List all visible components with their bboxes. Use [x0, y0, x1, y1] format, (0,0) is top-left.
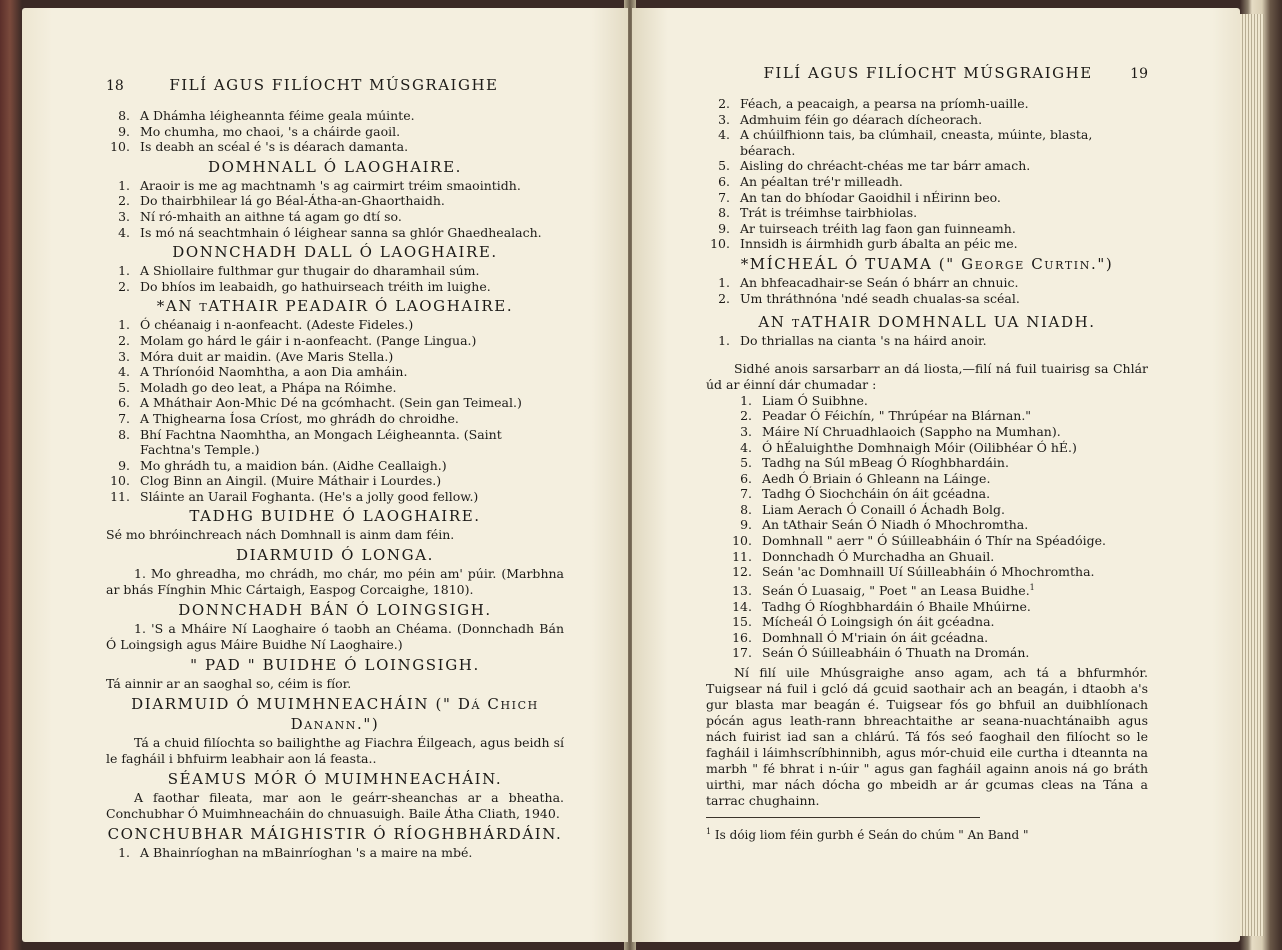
left-section: [106, 694, 564, 767]
verse-line: 6. An péaltan tré'r milleadh.: [718, 173, 903, 189]
list-item: 10. Domhnall " aerr " Ó Súilleabháin ó Thír na Spéadóige.: [732, 533, 1106, 549]
left-section: [106, 655, 564, 692]
list-item: 3. Máire Ní Chruadhlaoich (Sappho na Mumhan).: [740, 423, 1061, 439]
verse-line: 8. Trát is tréimhse tairbhiolas.: [718, 205, 918, 221]
left-section: [106, 769, 564, 822]
left-section: [106, 108, 564, 155]
verse-line: 9. Mo ghrádh tu, a maidion bán. (Aidhe Ceallaigh.): [118, 457, 447, 473]
poet-heading: *AN tATHAIR PEADAIR Ó LAOGHAIRE.: [156, 297, 514, 316]
verse-line: 6. A Mháthair Aon-Mhic Dé na gcómhacht. (Sein gan Teimeal.): [118, 395, 522, 411]
poem-first-line: Sé mo bhróinchreach nách Domhnall is ainm dam féin.: [106, 527, 455, 543]
verse-line: 4. Is mó ná seachtmhain ó léighear sanna sa ghlór Ghaedhealach.: [118, 224, 542, 240]
footnote-ref: 1: [1029, 582, 1035, 592]
verse-line: 1. Araoir is me ag machtnamh 's ag cairmirt tréim smaointidh.: [118, 177, 521, 193]
list-item: 15. Mícheál Ó Loingsigh ón áit gcéadna.: [732, 614, 995, 630]
left-section: [106, 157, 564, 240]
footnote-marker: 1: [706, 826, 712, 836]
right-page-number: 19: [1130, 66, 1148, 82]
closing-paragraph: Ní filí uile Mhúsgraighe anso agam, ach tá a bhfurmhór. Tuigsear ná fuil i gcló dá gcuid saothair ach an beagán, i dtaobh a's gur blasta mar beagán é. Tuigsear fós go bhfuil an duibhlíonach pócán agus leath-rann bhreachtaithe ar seana-nuachtánaibh agus nách fuirist iad san a chlárú. Tá fós seó faoghail den filíocht so le fagháil i láimhscríbhinnibh, agus mór-chuid eile curtha i dteannta na marbh " fé bhrat i n-úir " agus gan fagháil againn anois ná go bráth uirthi, mar nách dócha go mbeidh ar ár gcumas cleas na Tána a tarrac chughainn.: [706, 664, 1148, 808]
verse-line: 7. An tan do bhíodar Gaoidhil i nÉirinn beo.: [718, 189, 1001, 205]
verse-line: 11. Sláinte an Uarail Foghanta. (He's a jolly good fellow.): [110, 488, 479, 504]
verse-line: 3. Ní ró-mhaith an aithne tá agam go dtí so.: [118, 208, 402, 224]
poets-list: [706, 393, 1148, 661]
list-item: 4. Ó hÉaluighthe Domhnaigh Móir (Oilibhéar Ó hÉ.): [740, 439, 1077, 455]
left-section: [106, 545, 564, 598]
note-paragraph: Tá a chuid filíochta so bailighthe ag Fiachra Éilgeach, agus beidh sí le fagháil i bhfuirm leabhair aon lá feasta..: [106, 735, 564, 767]
poet-heading: DIARMUID Ó MUIMHNEACHÁIN (" Dá Chich Danann."): [131, 695, 539, 734]
poet-heading: DONNCHADH BÁN Ó LOINGSIGH.: [178, 601, 492, 620]
verse-line: 4. A Thríonóid Naomhtha, a aon Dia amháin.: [118, 364, 408, 380]
verse-line: 10. Is deabh an scéal é 's is déarach damanta.: [110, 139, 409, 155]
right-page: [632, 8, 1240, 942]
poet-heading: " PAD " BUIDHE Ó LOINGSIGH.: [190, 656, 480, 675]
intro-paragraph: Sidhé anois sarsarbarr an dá liosta,—filí ná fuil tuairisg sa Chlár úd ar éinní dár chumadar :: [706, 360, 1148, 392]
verse-line: 1. Ó chéanaig i n-aonfeacht. (Adeste Fideles.): [118, 317, 414, 333]
verse-line: 4. A chúilfhionn tais, ba clúmhail, cneasta, múinte, blasta, béarach.: [718, 127, 1093, 158]
list-item: 11. Donnchadh Ó Murchadha an Ghuail.: [732, 548, 995, 564]
left-section: [106, 296, 564, 504]
list-item: 14. Tadhg Ó Ríoghbhardáin ó Bhaile Mhúirne.: [732, 598, 1031, 614]
list-item: 13. Seán Ó Luasaig, " Poet " an Leasa Buidhe.$^1$: [732, 582, 1035, 598]
verse-line: 3. Admhuim féin go déarach dícheorach.: [718, 111, 983, 127]
left-section: [106, 242, 564, 294]
right-running-title: FILÍ AGUS FILÍOCHT MÚSGRAIGHE: [763, 64, 1093, 82]
left-section: [106, 600, 564, 653]
poem-entry: 1. 'S a Mháire Ní Laoghaire ó taobh an Chéama. (Donnchadh Bán Ó Loingsigh agus Máire Buidhe Ní Laoghaire.): [106, 621, 564, 653]
poet-heading: DOMHNALL Ó LAOGHAIRE.: [207, 157, 462, 176]
right-section: [706, 96, 1148, 252]
right-page-content: [632, 8, 1240, 942]
left-running-head: [106, 76, 564, 94]
verse-line: 10. Innsidh is áirmhidh gurb ábalta an péic me.: [710, 236, 1018, 252]
poet-heading: DIARMUID Ó LONGA.: [235, 546, 435, 565]
poem-first-line: Tá ainnir ar an saoghal so, céim is fíor.: [106, 676, 352, 692]
verse-line: 5. Moladh go deo leat, a Phápa na Róimhe.: [118, 379, 397, 395]
verse-line: 2. Molam go hárd le gáir i n-aonfeacht. (Pange Lingua.): [118, 332, 477, 348]
right-section: [706, 312, 1148, 349]
verse-line: 8. A Dhámha léigheannta féime geala múinte.: [118, 108, 415, 123]
verse-line: 9. Mo chumha, mo chaoi, 's a cháirde gaoil.: [118, 123, 401, 139]
verse-line: 2. Um thráthnóna 'ndé seadh chualas-sa scéal.: [718, 290, 1020, 306]
verse-line: 9. Ar tuirseach tréith lag faon gan fuinneamh.: [718, 220, 1016, 236]
list-item: 9. An tAthair Seán Ó Niadh ó Mhochromtha.: [740, 517, 1029, 533]
left-running-title: FILÍ AGUS FILÍOCHT MÚSGRAIGHE: [169, 76, 499, 94]
verse-line: 1. Do thriallas na cianta 's na háird anoir.: [718, 333, 987, 349]
page-edges: [1240, 14, 1264, 936]
footnote: [706, 824, 1148, 843]
verse-line: 2. Féach, a peacaigh, a pearsa na príomh-uaille.: [718, 96, 1029, 111]
poet-heading: AN tATHAIR DOMHNALL UA NIADH.: [758, 313, 1096, 332]
verse-line: 1. A Shiollaire fulthmar gur thugair do dharamhail súm.: [118, 263, 480, 279]
verse-line: 7. A Thighearna Íosa Críost, mo ghrádh do chroidhe.: [118, 410, 459, 426]
list-item: 17. Seán Ó Súilleabháin ó Thuath na Dromán.: [732, 645, 1030, 661]
left-section: [106, 824, 564, 861]
list-item: 8. Liam Aerach Ó Conaill ó Áchadh Bolg.: [740, 501, 1005, 517]
verse-line: 3. Móra duit ar maidin. (Ave Maris Stella.): [118, 348, 394, 364]
footnote-rule: [706, 817, 980, 818]
list-item: 1. Liam Ó Suibhne.: [740, 392, 868, 408]
verse-line: 2. Do bhíos im leabaidh, go hathuirseach tréith im luighe.: [118, 278, 491, 294]
verse-line: 2. Do thairbhilear lá go Béal-Átha-an-Ghaorthaidh.: [118, 193, 445, 209]
verse-line: 5. Aisling do chréacht-chéas me tar bárr amach.: [718, 158, 1031, 174]
left-page-number: 18: [106, 78, 124, 94]
verse-line: 8. Bhí Fachtna Naomhtha, an Mongach Léigheannta. (Saint Fachtna's Temple.): [118, 426, 502, 458]
poet-heading: SÉAMUS MÓR Ó MUIMHNEACHÁIN.: [167, 770, 503, 789]
list-item: 7. Tadhg Ó Siochcháin ón áit gcéadna.: [740, 486, 991, 502]
poet-heading: *MÍCHEÁL Ó TUAMA (" George Curtin."): [740, 254, 1114, 273]
list-item: 16. Domhnall Ó M'riain ón áit gcéadna.: [732, 629, 989, 645]
right-section: [706, 254, 1148, 306]
footnote-text: Is dóig liom féin gurbh é Seán do chúm " An Band ": [714, 827, 1029, 842]
poet-heading: DONNCHADH DALL Ó LAOGHAIRE.: [172, 243, 498, 262]
verse-line: 1. An bhfeacadhair-se Seán ó bhárr an chnuic.: [718, 274, 1019, 290]
list-item: 6. Aedh Ó Briain ó Ghleann na Láinge.: [740, 470, 991, 486]
list-item: 12. Seán 'ac Domhnaill Uí Súilleabháin ó Mhochromtha.: [732, 564, 1095, 580]
poet-heading: CONCHUBHAR MÁIGHISTIR Ó RÍOGHBHÁRDÁIN.: [107, 825, 563, 844]
list-item: 2. Peadar Ó Féichín, " Thrúpéar na Blárnan.": [740, 408, 1032, 424]
verse-line: 1. A Bhainríoghan na mBainríoghan 's a maire na mbé.: [118, 845, 473, 861]
poem-entry: 1. Mo ghreadha, mo chrádh, mo chár, mo péin am' púir. (Marbhna ar bhás Fínghin Mhic Cártaigh, Easpog Corcaighe, 1810).: [106, 566, 564, 598]
left-page-content: [22, 8, 628, 942]
right-running-head: [706, 64, 1148, 82]
left-page: [22, 8, 628, 942]
poet-heading: TADHG BUIDHE Ó LAOGHAIRE.: [189, 507, 481, 526]
list-item: 5. Tadhg na Súl mBeag Ó Ríoghbhardáin.: [740, 455, 1009, 471]
note-paragraph: A faothar fileata, mar aon le geárr-sheanchas ar a bheatha. Conchubhar Ó Muimhneacháin do chnuasuigh. Baile Átha Cliath, 1940.: [106, 790, 564, 822]
left-section: [106, 506, 564, 543]
verse-line: 10. Clog Binn an Aingil. (Muire Máthair i Lourdes.): [110, 473, 442, 489]
